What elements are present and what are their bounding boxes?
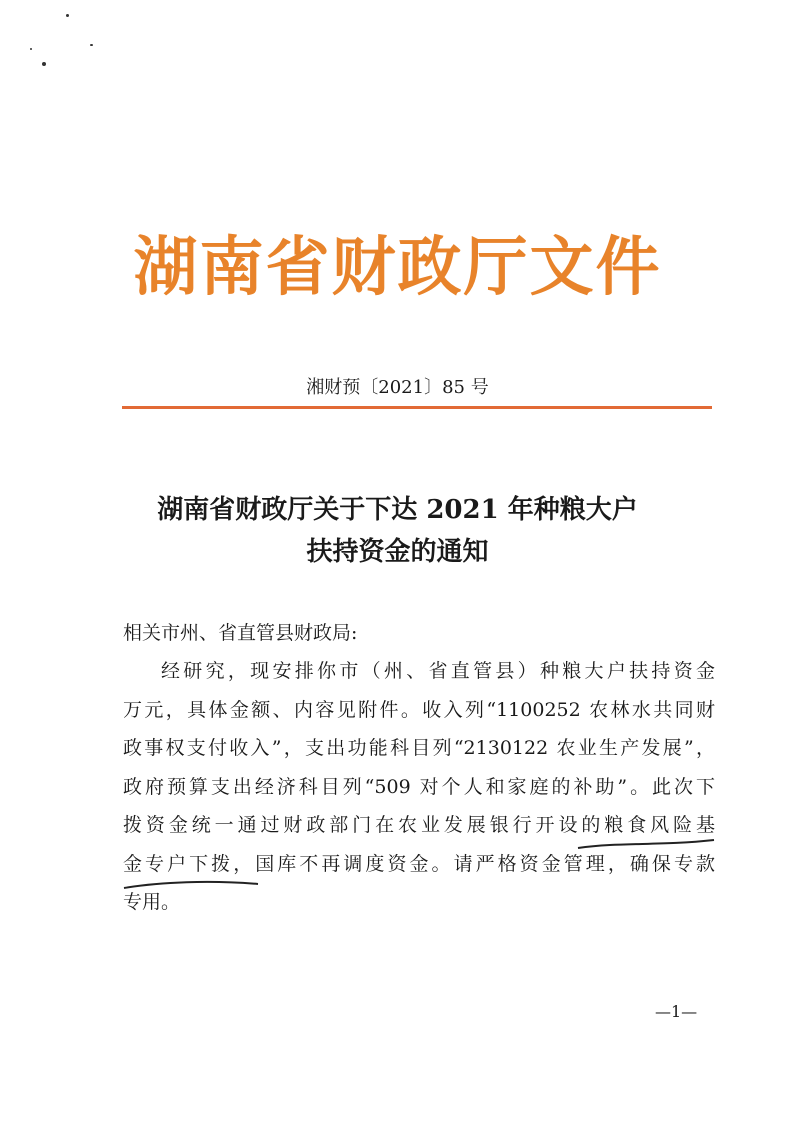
title-line-1: 湖南省财政厅关于下达 2021 年种粮大户 — [157, 495, 638, 525]
body-line: 金专户下拨，国库不再调度资金。请严格资金管理，确保专款 — [123, 852, 715, 875]
body-line: 政府预算支出经济科目列“509 对个人和家庭的补助”。此次下 — [123, 775, 715, 798]
body-line: 万元，具体金额、内容见附件。收入列“1100252 农林水共同财 — [123, 698, 715, 721]
title-line-2: 扶持资金的通知 — [306, 537, 489, 567]
body-line: 经研究，现安排你市（州、省直管县）种粮大户扶持资金 — [161, 660, 715, 682]
addressee: 相关市州、省直管县财政局: — [123, 622, 358, 644]
body-line: 拨资金统一通过财政部门在农业发展银行开设的粮食风险基 — [123, 814, 715, 836]
document-number: 湘财预〔2021〕85 号 — [306, 377, 489, 398]
issuer-header: 湖南省财政厅文件 — [133, 231, 662, 305]
page-number: —1— — [655, 1002, 698, 1021]
body-line: 政事权支付收入”，支出功能科目列“2130122 农业生产发展”， — [123, 737, 715, 759]
body-line: 专用。 — [123, 891, 181, 913]
underline-stroke-2 — [124, 882, 258, 888]
underline-stroke-1 — [578, 840, 714, 848]
